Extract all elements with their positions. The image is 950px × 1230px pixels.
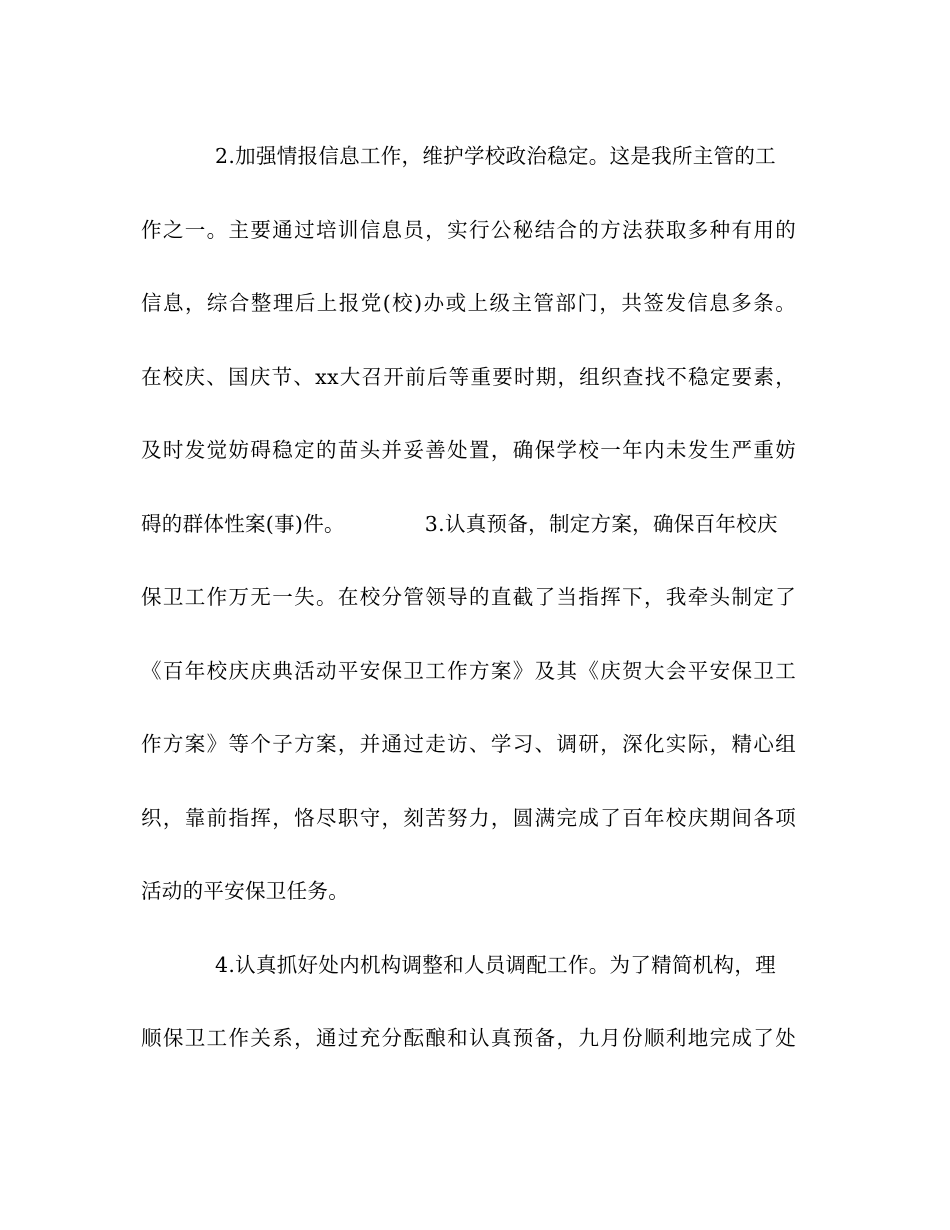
paragraph-start-fragment: 3.认真预备，制定方案，确保百年校庆 — [424, 512, 778, 536]
paragraph-line: 2.加强情报信息工作，维护学校政治稳定。这是我所主管的工 — [215, 144, 776, 168]
paragraph-line: 保卫工作万无一失。在校分管领导的直截了当指挥下，我牵头制定了 — [141, 585, 796, 609]
paragraph-line: 及时发觉妨碍稳定的苗头并妥善处置，确保学校一年内未发生严重妨 — [141, 438, 796, 462]
paragraph-line: 信息，综合整理后上报党(校)办或上级主管部门，共签发信息多条。 — [141, 291, 796, 315]
paragraph-line: 作之一。主要通过培训信息员，实行公秘结合的方法获取多种有用的 — [141, 218, 796, 242]
paragraph-line: 织，靠前指挥，恪尽职守，刻苦努力，圆满完成了百年校庆期间各项 — [141, 806, 796, 830]
paragraph-end-fragment: 碍的群体性案(事)件。 — [141, 512, 345, 536]
paragraph-line: 活动的平安保卫任务。 — [141, 879, 349, 903]
paragraph-line: 作方案》等个子方案，并通过走访、学习、调研，深化实际，精心组 — [141, 732, 796, 756]
paragraph-line: 顺保卫工作关系，通过充分酝酿和认真预备，九月份顺利地完成了处 — [141, 1026, 796, 1050]
paragraph-line-mixed — [141, 514, 778, 538]
paragraph-line: 4.认真抓好处内机构调整和人员调配工作。为了精简机构，理 — [215, 953, 776, 977]
paragraph-line: 《百年校庆庆典活动平安保卫工作方案》及其《庆贺大会平安保卫工 — [141, 659, 796, 683]
paragraph-line: 在校庆、国庆节、xx大召开前后等重要时期，组织查找不稳定要素， — [141, 365, 796, 389]
